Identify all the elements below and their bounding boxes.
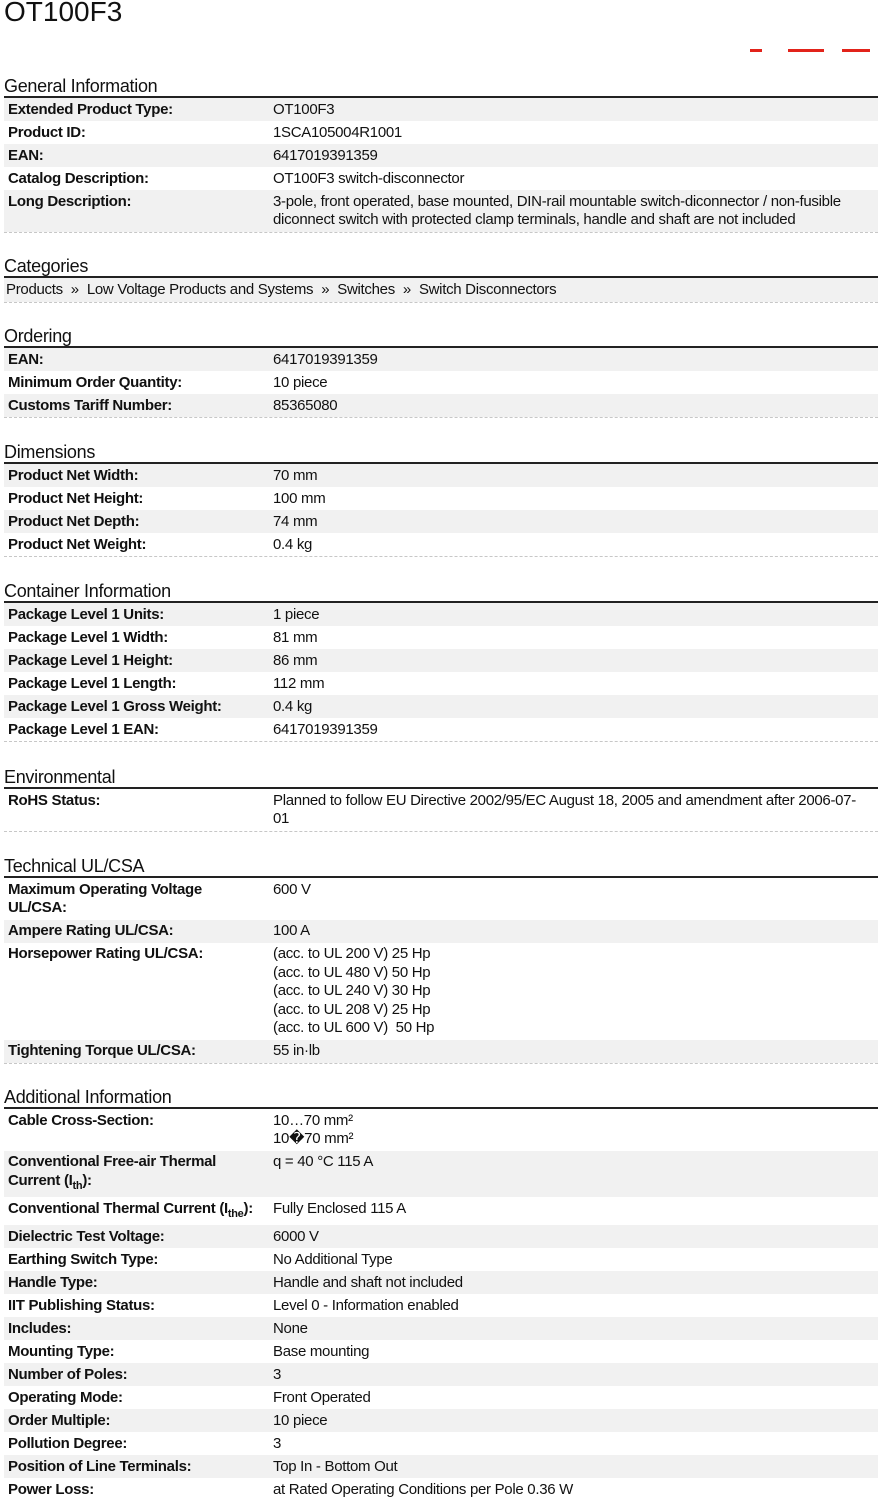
row-label: Horsepower Rating UL/CSA: <box>8 945 204 962</box>
value-line: (acc. to UL 240 V) 30 Hp <box>273 982 431 999</box>
table-row <box>4 1294 878 1317</box>
label-line: Conventional Free-air Thermal <box>8 1153 217 1170</box>
row-value: 10 piece <box>273 373 328 391</box>
row-value <box>269 792 878 829</box>
breadcrumb-link[interactable]: Switch Disconnectors <box>418 281 557 298</box>
table-row <box>4 121 878 144</box>
row-value: No Additional Type <box>273 1250 393 1268</box>
label-line: UL/CSA: <box>8 899 67 916</box>
table-row <box>4 920 878 943</box>
page-title: OT100F3 <box>4 0 123 27</box>
row-value: 3 <box>273 1434 282 1452</box>
row-label: Package Level 1 Width: <box>8 628 168 646</box>
table-row <box>4 626 878 649</box>
row-label: Product Net Weight: <box>8 535 147 553</box>
row-value: 10 piece <box>273 1411 328 1429</box>
section-general <box>4 76 878 233</box>
table-row <box>4 878 878 920</box>
section-heading: Technical UL/CSA <box>4 856 878 878</box>
row-label: Product ID: <box>8 123 86 141</box>
row-label: Minimum Order Quantity: <box>8 373 182 391</box>
value-line: diconnect switch with protected clamp terminals, handle and shaft are not included <box>273 211 796 228</box>
row-label: RoHS Status: <box>8 791 101 809</box>
row-label: Number of Poles: <box>8 1365 128 1383</box>
row-value: 100 A <box>273 922 310 939</box>
table-row <box>4 1455 878 1478</box>
table-row <box>4 718 878 741</box>
breadcrumb <box>4 278 878 302</box>
table-row <box>4 1040 878 1063</box>
divider <box>4 302 878 303</box>
section-additional <box>4 1087 878 1501</box>
table-row <box>4 371 878 394</box>
label-subscript: the <box>227 1207 244 1220</box>
row-value: OT100F3 <box>273 100 335 118</box>
breadcrumb-link[interactable]: Switches <box>337 281 395 298</box>
row-label: EAN: <box>8 146 44 164</box>
table-row <box>4 1151 878 1198</box>
table-row <box>4 190 878 232</box>
row-label: Mounting Type: <box>8 1342 115 1360</box>
row-label: Product Net Width: <box>8 466 139 484</box>
row-label: Handle Type: <box>8 1273 98 1291</box>
value-line: (acc. to UL 200 V) 25 Hp <box>273 945 431 962</box>
section-container <box>4 581 878 742</box>
row-label: EAN: <box>8 350 44 368</box>
row-label: Extended Product Type: <box>8 100 173 118</box>
breadcrumb-link[interactable]: Products <box>6 281 63 298</box>
row-value: q = 40 °C 115 A <box>273 1153 374 1170</box>
row-label: Pollution Degree: <box>8 1434 128 1452</box>
table-row <box>4 1340 878 1363</box>
table-row <box>4 1225 878 1248</box>
table-row <box>4 464 878 487</box>
row-value: 86 mm <box>273 651 318 669</box>
row-value: at Rated Operating Conditions per Pole 0.36 W <box>273 1480 574 1498</box>
section-heading: Ordering <box>4 326 878 348</box>
row-value: 6417019391359 <box>273 720 378 738</box>
value-line: 10…70 mm² <box>273 1111 353 1129</box>
table-row <box>4 943 878 1040</box>
ordering-rows <box>4 348 878 417</box>
row-label: Power Loss: <box>8 1480 94 1498</box>
row-value: Front Operated <box>273 1388 371 1406</box>
section-ordering <box>4 326 878 418</box>
row-label: Dielectric Test Voltage: <box>8 1227 165 1245</box>
label-tail: ): <box>243 1199 253 1217</box>
row-value: 70 mm <box>273 466 318 484</box>
table-row <box>4 487 878 510</box>
row-value <box>269 193 878 230</box>
row-label: Package Level 1 Height: <box>8 651 173 669</box>
breadcrumb-separator: » <box>321 281 330 298</box>
row-value: 3 <box>273 1365 282 1383</box>
table-row <box>4 649 878 672</box>
value-line: Planned to follow EU Directive 2002/95/EC August 18, 2005 and amendment after 2006-07- <box>273 791 856 809</box>
general-rows <box>4 98 878 232</box>
technical-rows <box>4 878 878 1063</box>
breadcrumb-separator: » <box>70 281 79 298</box>
table-row <box>4 1386 878 1409</box>
environmental-rows <box>4 789 878 831</box>
row-label: Package Level 1 Units: <box>8 605 164 623</box>
row-label: Long Description: <box>8 192 132 210</box>
row-value: 74 mm <box>273 512 318 530</box>
row-label: Earthing Switch Type: <box>8 1250 159 1268</box>
table-row <box>4 695 878 718</box>
row-value: Handle and shaft not included <box>273 1273 463 1291</box>
row-value: Top In - Bottom Out <box>273 1457 398 1475</box>
table-row <box>4 144 878 167</box>
row-label: Package Level 1 Gross Weight: <box>8 697 222 715</box>
section-environmental <box>4 767 878 832</box>
row-value: Fully Enclosed 115 A <box>273 1199 406 1217</box>
row-value: 1 piece <box>273 605 320 623</box>
table-row <box>4 1197 878 1225</box>
breadcrumb-separator: » <box>402 281 411 298</box>
value-line: 10�70 mm² <box>273 1130 354 1147</box>
value-line: (acc. to UL 600 V) 50 Hp <box>273 1019 435 1036</box>
row-value: None <box>273 1319 308 1337</box>
table-row <box>4 789 878 831</box>
section-heading: Container Information <box>4 581 878 603</box>
row-label: Customs Tariff Number: <box>8 396 172 414</box>
table-row <box>4 1271 878 1294</box>
table-row <box>4 167 878 190</box>
row-label <box>4 1153 269 1195</box>
row-label: Operating Mode: <box>8 1388 123 1406</box>
row-label: Catalog Description: <box>8 169 149 187</box>
divider <box>4 232 878 233</box>
table-row <box>4 1478 878 1501</box>
row-value: 6417019391359 <box>273 146 378 164</box>
row-value: OT100F3 switch-disconnector <box>273 169 465 187</box>
row-value: 1SCA105004R1001 <box>273 123 402 141</box>
breadcrumb-link[interactable]: Low Voltage Products and Systems <box>86 281 314 298</box>
row-label: Ampere Rating UL/CSA: <box>8 922 174 939</box>
table-row <box>4 510 878 533</box>
value-line: 01 <box>273 810 290 827</box>
row-value: 85365080 <box>273 396 338 414</box>
row-value: 6000 V <box>273 1227 319 1245</box>
section-technical <box>4 856 878 1064</box>
value-line: (acc. to UL 208 V) 25 Hp <box>273 1000 431 1018</box>
label-line <box>8 1171 92 1192</box>
row-value: 112 mm <box>273 674 325 692</box>
table-row <box>4 603 878 626</box>
row-value: Base mounting <box>273 1342 370 1360</box>
table-row <box>4 533 878 556</box>
row-value <box>269 945 878 1038</box>
row-label: Cable Cross-Section: <box>8 1111 154 1129</box>
row-value: 81 mm <box>273 628 318 646</box>
dimensions-rows <box>4 464 878 556</box>
additional-rows <box>4 1109 878 1501</box>
container-rows <box>4 603 878 741</box>
row-value: 0.4 kg <box>273 535 313 553</box>
row-value: 100 mm <box>273 489 326 507</box>
table-row <box>4 1363 878 1386</box>
table-row <box>4 1248 878 1271</box>
divider <box>4 556 878 557</box>
row-value: 600 V <box>273 880 311 898</box>
table-row <box>4 98 878 121</box>
row-label: Order Multiple: <box>8 1411 111 1429</box>
table-row <box>4 348 878 371</box>
divider <box>4 741 878 742</box>
row-label: Includes: <box>8 1319 72 1337</box>
row-value <box>269 1112 878 1149</box>
label-text: Conventional Thermal Current (I <box>8 1199 228 1217</box>
section-dimensions <box>4 442 878 557</box>
row-label: Product Net Depth: <box>8 512 140 530</box>
table-row <box>4 394 878 417</box>
table-row <box>4 1432 878 1455</box>
section-heading: Dimensions <box>4 442 878 464</box>
label-line: Maximum Operating Voltage <box>8 880 202 898</box>
divider <box>4 1063 878 1064</box>
label-tail: ): <box>82 1171 92 1189</box>
section-heading: Categories <box>4 256 878 278</box>
row-value: Level 0 - Information enabled <box>273 1296 459 1314</box>
row-value: 0.4 kg <box>273 697 313 715</box>
row-label: Tightening Torque UL/CSA: <box>8 1042 196 1059</box>
row-label: Package Level 1 Length: <box>8 674 177 692</box>
row-label <box>4 881 269 918</box>
section-categories <box>4 256 878 303</box>
table-row <box>4 672 878 695</box>
row-label <box>4 1200 269 1224</box>
row-value: 6417019391359 <box>273 350 378 368</box>
brand-logo <box>746 40 876 54</box>
row-label: Package Level 1 EAN: <box>8 720 159 738</box>
row-label: IIT Publishing Status: <box>8 1296 155 1314</box>
table-row <box>4 1409 878 1432</box>
section-heading: General Information <box>4 76 878 98</box>
table-row <box>4 1109 878 1151</box>
value-line: (acc. to UL 480 V) 50 Hp <box>273 963 431 981</box>
section-heading: Environmental <box>4 767 878 789</box>
label-text: Current (I <box>8 1171 73 1189</box>
row-label: Position of Line Terminals: <box>8 1457 192 1475</box>
label-subscript: th <box>72 1179 83 1192</box>
divider <box>4 831 878 832</box>
divider <box>4 417 878 418</box>
row-value: 55 in·lb <box>273 1042 320 1059</box>
section-heading: Additional Information <box>4 1087 878 1109</box>
table-row <box>4 1317 878 1340</box>
value-line: 3-pole, front operated, base mounted, DIN-rail mountable switch-diconnector / non-fusible <box>273 192 841 210</box>
row-label: Product Net Height: <box>8 489 144 507</box>
